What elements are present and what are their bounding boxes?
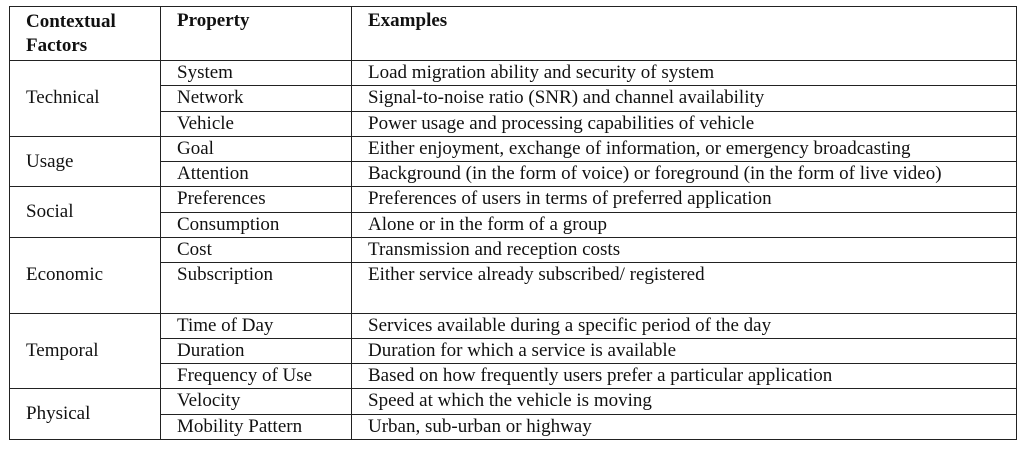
header-row: [10, 7, 1017, 61]
factor-cell: Physical: [10, 389, 161, 440]
example-cell: Background (in the form of voice) or foreground (in the form of live video): [352, 162, 1017, 187]
table-row: [10, 111, 1017, 136]
property-cell: Mobility Pattern: [161, 414, 352, 439]
header-contextual-factors: Contextual Factors: [10, 7, 161, 61]
example-cell: Services available during a specific period of the day: [352, 313, 1017, 338]
header-property: Property: [161, 7, 352, 61]
property-cell: Goal: [161, 136, 352, 161]
factor-cell: Temporal: [10, 313, 161, 389]
example-cell: Signal-to-noise ratio (SNR) and channel availability: [352, 86, 1017, 111]
property-cell: Subscription: [161, 263, 352, 314]
table-row: [10, 237, 1017, 262]
header-examples: Examples: [352, 7, 1017, 61]
contextual-factors-table: [9, 6, 1017, 440]
table-row: [10, 263, 1017, 314]
table-row: [10, 187, 1017, 212]
property-cell: Duration: [161, 338, 352, 363]
property-cell: Consumption: [161, 212, 352, 237]
property-cell: Network: [161, 86, 352, 111]
factor-cell: Usage: [10, 136, 161, 187]
table-row: [10, 414, 1017, 439]
table-row: [10, 338, 1017, 363]
table-row: [10, 136, 1017, 161]
factor-cell: Social: [10, 187, 161, 238]
property-cell: Frequency of Use: [161, 364, 352, 389]
factor-cell: Technical: [10, 61, 161, 137]
example-cell: Based on how frequently users prefer a particular application: [352, 364, 1017, 389]
property-cell: Preferences: [161, 187, 352, 212]
example-cell: Speed at which the vehicle is moving: [352, 389, 1017, 414]
property-cell: Time of Day: [161, 313, 352, 338]
property-cell: Attention: [161, 162, 352, 187]
table-row: [10, 86, 1017, 111]
example-cell: Duration for which a service is available: [352, 338, 1017, 363]
table-row: [10, 313, 1017, 338]
property-cell: Velocity: [161, 389, 352, 414]
table-row: [10, 162, 1017, 187]
example-cell: Either service already subscribed/ registered: [352, 263, 1017, 314]
example-cell: Alone or in the form of a group: [352, 212, 1017, 237]
table-row: [10, 364, 1017, 389]
property-cell: Vehicle: [161, 111, 352, 136]
example-cell: Preferences of users in terms of preferred application: [352, 187, 1017, 212]
property-cell: Cost: [161, 237, 352, 262]
example-cell: Power usage and processing capabilities of vehicle: [352, 111, 1017, 136]
example-cell: Urban, sub-urban or highway: [352, 414, 1017, 439]
table-body: [10, 61, 1017, 440]
property-cell: System: [161, 61, 352, 86]
table-row: [10, 389, 1017, 414]
table-row: [10, 61, 1017, 86]
factor-cell: Economic: [10, 237, 161, 313]
example-cell: Load migration ability and security of system: [352, 61, 1017, 86]
example-cell: Transmission and reception costs: [352, 237, 1017, 262]
example-cell: Either enjoyment, exchange of information, or emergency broadcasting: [352, 136, 1017, 161]
table-row: [10, 212, 1017, 237]
